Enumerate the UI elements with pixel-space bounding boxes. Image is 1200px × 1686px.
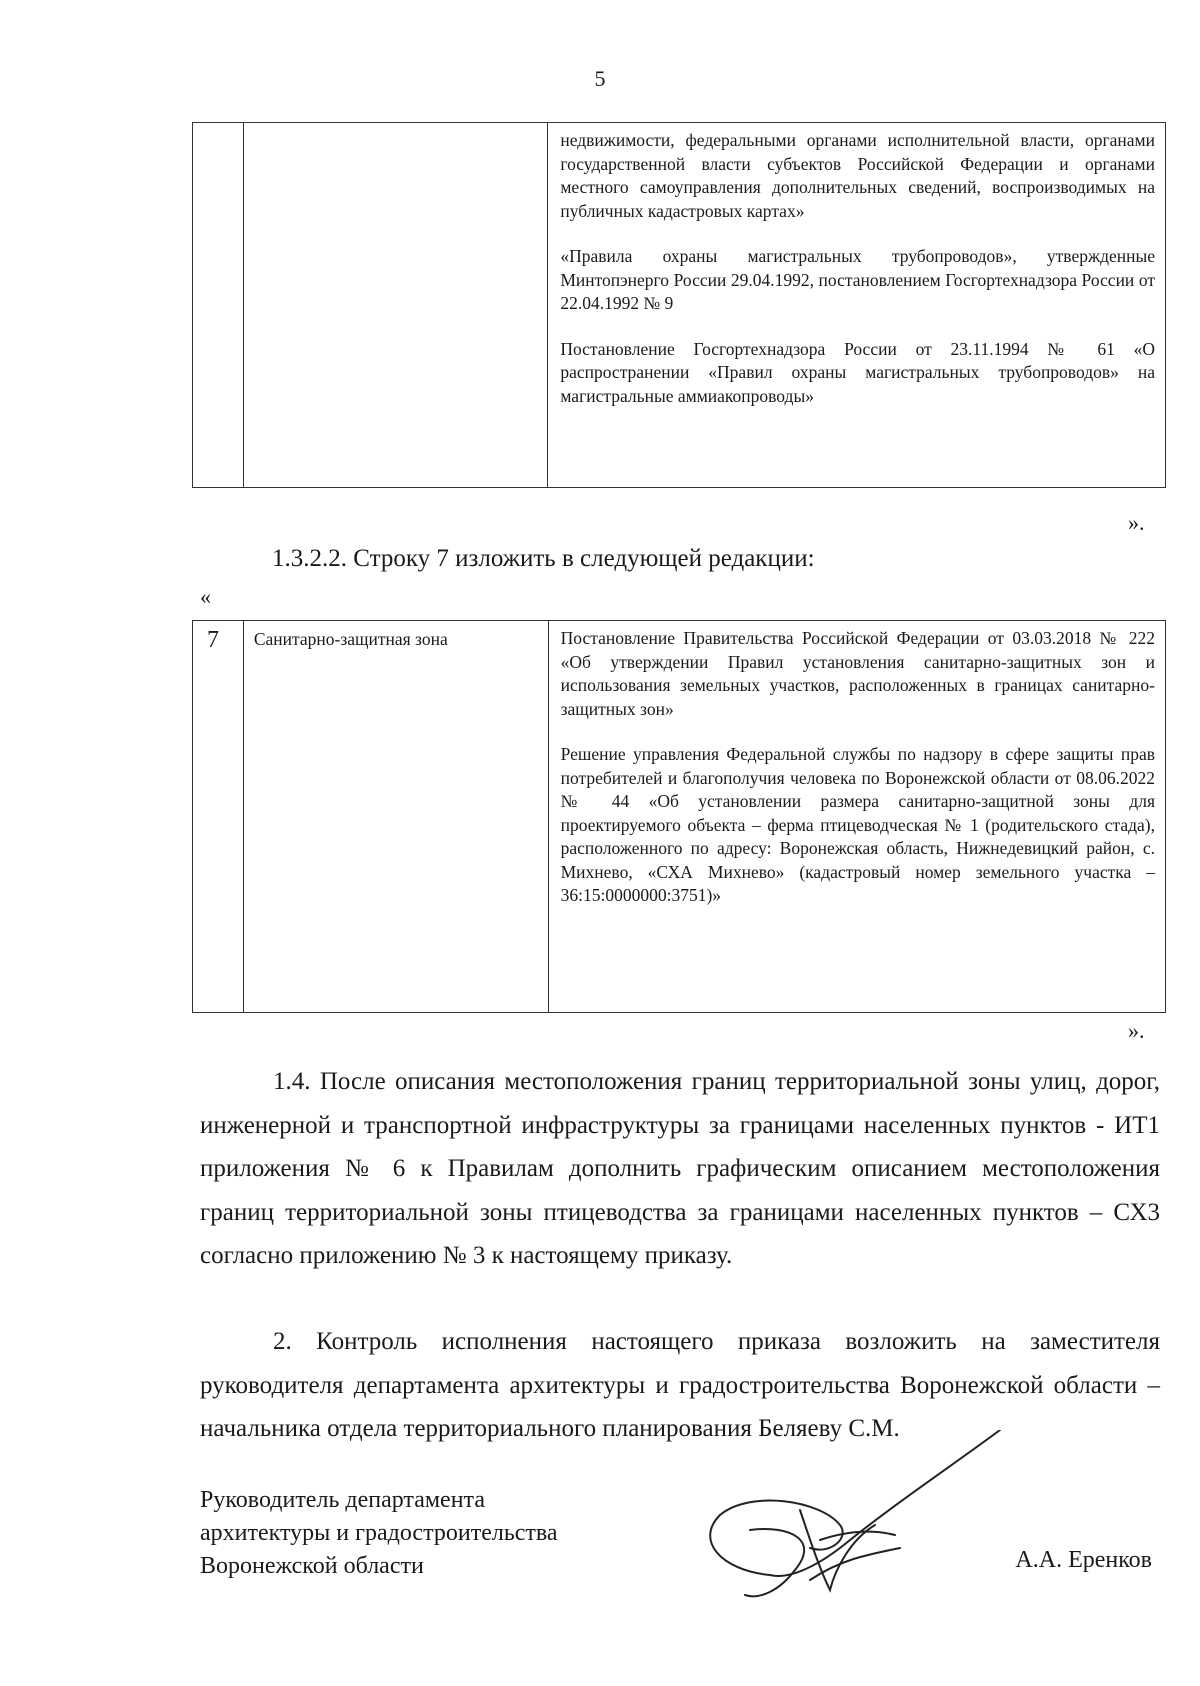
legal-basis-paragraph: Постановление Правительства Российской Федерации от 03.03.2018 № 222 «Об утверждении Правил установления санитарно-защитных зон и использования земельных участков, расположенных в границах санитарно-защитных зон» xyxy=(560,628,1155,719)
legal-basis-paragraph: недвижимости, федеральными органами исполнительной власти, органами государственной власти субъектов Российской Федерации и органами местного самоуправления дополнительных сведений, воспроизводимых на публичных кадастровых картах» xyxy=(560,130,1155,221)
signer-title: Руководитель департамента архитектуры и градостроительства Воронежской области xyxy=(200,1487,558,1579)
legal-basis-cell xyxy=(548,123,1166,488)
row-number-cell: 7 xyxy=(193,621,244,1013)
regulation-table-continued xyxy=(192,122,1166,488)
table-row xyxy=(193,621,1166,1013)
opening-quote: « xyxy=(200,584,211,609)
closing-quote: ». xyxy=(1128,1018,1145,1043)
page-number: 5 xyxy=(594,66,606,91)
paragraph-2: 2. Контроль исполнения настоящего приказа возложить на заместителя руководителя департамента архитектуры и градостроительства Воронежской области – начальника отдела территориального планирования Беляеву С.М. xyxy=(200,1328,1160,1442)
paragraph-1-4: 1.4. После описания местоположения границ территориальной зоны улиц, дорог, инженерной и транспортной инфраструктуры за границами населенных пунктов - ИТ1 приложения № 6 к Правилам дополнить графическим описанием местоположения границ территориальной зоны птицеводства за границами населенных пунктов – СХ3 согласно приложению № 3 к настоящему приказу. xyxy=(200,1068,1160,1269)
item-heading: 1.3.2.2. Строку 7 изложить в следующей редакции: xyxy=(272,545,815,572)
signer-name: А.А. Еренков xyxy=(1015,1547,1152,1573)
legal-basis-cell xyxy=(548,621,1165,1013)
regulation-table-row7 xyxy=(192,620,1166,1013)
legal-basis-paragraph: Постановление Госгортехнадзора России от 23.11.1994 № 61 «О распространении «Правил охраны магистральных трубопроводов» на магистральные аммиакопроводы» xyxy=(560,338,1155,406)
closing-quote: ». xyxy=(1128,510,1145,535)
zone-name-cell xyxy=(243,123,548,488)
handwritten-signature xyxy=(700,1430,1020,1630)
row-number-cell xyxy=(193,123,244,488)
legal-basis-paragraph: «Правила охраны магистральных трубопроводов», утвержденные Минтопэнерго России 29.04.1992, постановлением Госгортехнадзора России от 22.04.1992 № 9 xyxy=(560,246,1155,313)
zone-name-cell: Санитарно-защитная зона xyxy=(243,621,548,1013)
table-row xyxy=(193,123,1166,488)
legal-basis-paragraph: Решение управления Федеральной службы по надзору в сфере защиты прав потребителей и благополучия человека по Воронежской области от 08.06.2022 № 44 «Об установлении размера санитарно-защитной зоны для проектируемого объекта – ферма птицеводческая № 1 (родительского стада), расположенного по адресу: Воронежская область, Нижнедевицкий район, с. Михнево, «СХА Михнево» (кадастровый номер земельного участка – 36:15:0000000:3751)» xyxy=(560,744,1155,905)
